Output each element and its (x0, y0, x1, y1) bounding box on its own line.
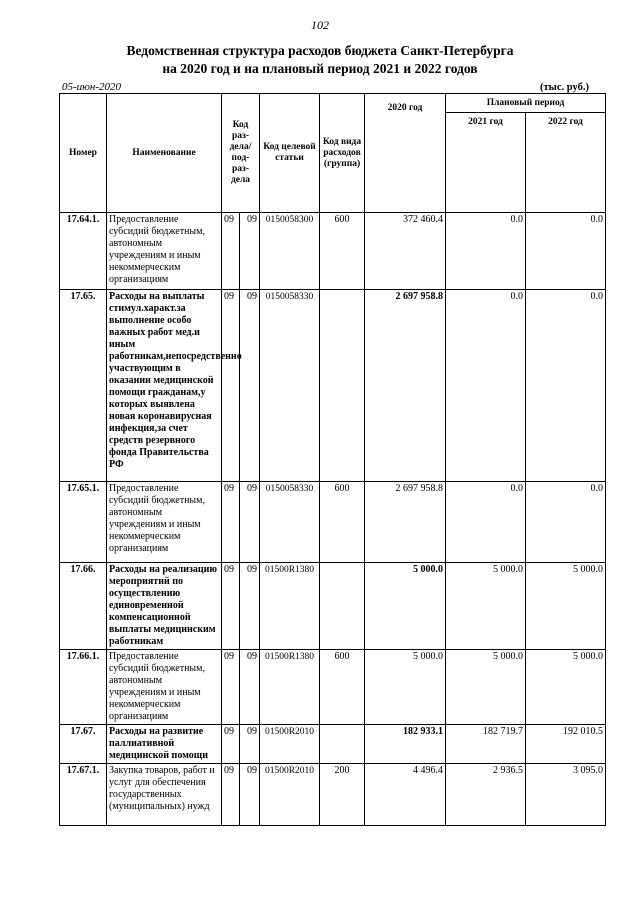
row-razdel: 09 (222, 213, 240, 290)
row-podrazdel: 09 (240, 213, 260, 290)
table-row (60, 563, 606, 650)
row-target-code: 01500R2010 (260, 764, 320, 826)
expenditure-table (59, 93, 606, 826)
row-name: Предоставление субсидий бюджетным, автономным учреждениям и иным некоммерческим организациям (107, 213, 222, 290)
row-target-code: 0150058300 (260, 213, 320, 290)
row-amount-2022: 0.0 (526, 290, 606, 482)
row-amount-2021: 0.0 (446, 213, 526, 290)
row-number: 17.65. (60, 290, 107, 482)
row-razdel: 09 (222, 764, 240, 826)
row-podrazdel: 09 (240, 290, 260, 482)
row-amount-2020: 372 460.4 (365, 213, 446, 290)
row-amount-2022: 0.0 (526, 482, 606, 563)
row-expense-type: 600 (320, 482, 365, 563)
row-amount-2021: 182 719.7 (446, 725, 526, 764)
row-expense-type (320, 725, 365, 764)
row-podrazdel: 09 (240, 725, 260, 764)
units-label: (тыс. руб.) (540, 82, 589, 93)
header-name: Наименование (107, 94, 222, 213)
row-amount-2021: 0.0 (446, 482, 526, 563)
table-row (60, 764, 606, 826)
row-amount-2021: 5 000.0 (446, 563, 526, 650)
row-amount-2022: 5 000.0 (526, 650, 606, 725)
header-razdel: Код раз-дела/ под-раз-дела (222, 94, 260, 213)
row-podrazdel: 09 (240, 482, 260, 563)
row-amount-2020: 5 000.0 (365, 650, 446, 725)
row-amount-2020: 2 697 958.8 (365, 290, 446, 482)
row-expense-type (320, 563, 365, 650)
row-name: Предоставление субсидий бюджетным, автономным учреждениям и иным некоммерческим организациям (107, 482, 222, 563)
row-target-code: 0150058330 (260, 482, 320, 563)
header-number: Номер (60, 94, 107, 213)
row-name: Расходы на реализацию мероприятий по осуществлению единовременной компенсационной выплаты медицинским работникам (107, 563, 222, 650)
row-name: Закупка товаров, работ и услуг для обеспечения государственных (муниципальных) нужд (107, 764, 222, 826)
header-expense-type: Код вида расходов (группа) (320, 94, 365, 213)
date-stamp: 05-июн-2020 (62, 81, 122, 93)
row-amount-2020: 4 496.4 (365, 764, 446, 826)
header-2022: 2022 год (526, 113, 606, 213)
row-amount-2022: 5 000.0 (526, 563, 606, 650)
row-razdel: 09 (222, 725, 240, 764)
row-number: 17.65.1. (60, 482, 107, 563)
row-podrazdel: 09 (240, 563, 260, 650)
row-number: 17.67.1. (60, 764, 107, 826)
row-amount-2022: 3 095.0 (526, 764, 606, 826)
row-razdel: 09 (222, 290, 240, 482)
page-number: 102 (311, 18, 329, 32)
document-title-line-1: Ведомственная структура расходов бюджета Санкт-Петербурга (126, 43, 514, 58)
row-name: Расходы на развитие паллиативной медицинской помощи (107, 725, 222, 764)
row-name: Предоставление субсидий бюджетным, автономным учреждениям и иным некоммерческим организациям (107, 650, 222, 725)
row-target-code: 0150058330 (260, 290, 320, 482)
row-expense-type: 600 (320, 213, 365, 290)
row-amount-2021: 5 000.0 (446, 650, 526, 725)
table-row (60, 290, 606, 482)
row-amount-2022: 0.0 (526, 213, 606, 290)
table-row (60, 650, 606, 725)
row-expense-type (320, 290, 365, 482)
row-amount-2021: 2 936.5 (446, 764, 526, 826)
row-target-code: 01500R1380 (260, 563, 320, 650)
row-razdel: 09 (222, 650, 240, 725)
header-plan-period: Плановый период (446, 94, 606, 113)
row-target-code: 01500R1380 (260, 650, 320, 725)
row-podrazdel: 09 (240, 650, 260, 725)
document-title-line-2: на 2020 год и на плановый период 2021 и 2022 годов (162, 61, 478, 76)
header-2021: 2021 год (446, 113, 526, 213)
table-row (60, 213, 606, 290)
row-number: 17.66. (60, 563, 107, 650)
row-amount-2020: 2 697 958.8 (365, 482, 446, 563)
header-2020: 2020 год (365, 94, 446, 213)
header-target-code: Код целевой статьи (260, 94, 320, 213)
table-row (60, 482, 606, 563)
row-amount-2020: 182 933.1 (365, 725, 446, 764)
row-razdel: 09 (222, 482, 240, 563)
row-number: 17.64.1. (60, 213, 107, 290)
row-target-code: 01500R2010 (260, 725, 320, 764)
row-number: 17.66.1. (60, 650, 107, 725)
row-expense-type: 600 (320, 650, 365, 725)
row-amount-2021: 0.0 (446, 290, 526, 482)
table-row (60, 725, 606, 764)
row-amount-2020: 5 000.0 (365, 563, 446, 650)
row-name: Расходы на выплаты стимул.характ.за выполнение особо важных работ мед.и иным работникам,непосредственно участвующим в оказании медицинской помощи гражданам,у которых выявлена новая коронавирусная инфекция,за счет средств резервного фонда Правительства РФ (107, 290, 222, 482)
row-razdel: 09 (222, 563, 240, 650)
row-expense-type: 200 (320, 764, 365, 826)
row-amount-2022: 192 010.5 (526, 725, 606, 764)
row-podrazdel: 09 (240, 764, 260, 826)
row-number: 17.67. (60, 725, 107, 764)
